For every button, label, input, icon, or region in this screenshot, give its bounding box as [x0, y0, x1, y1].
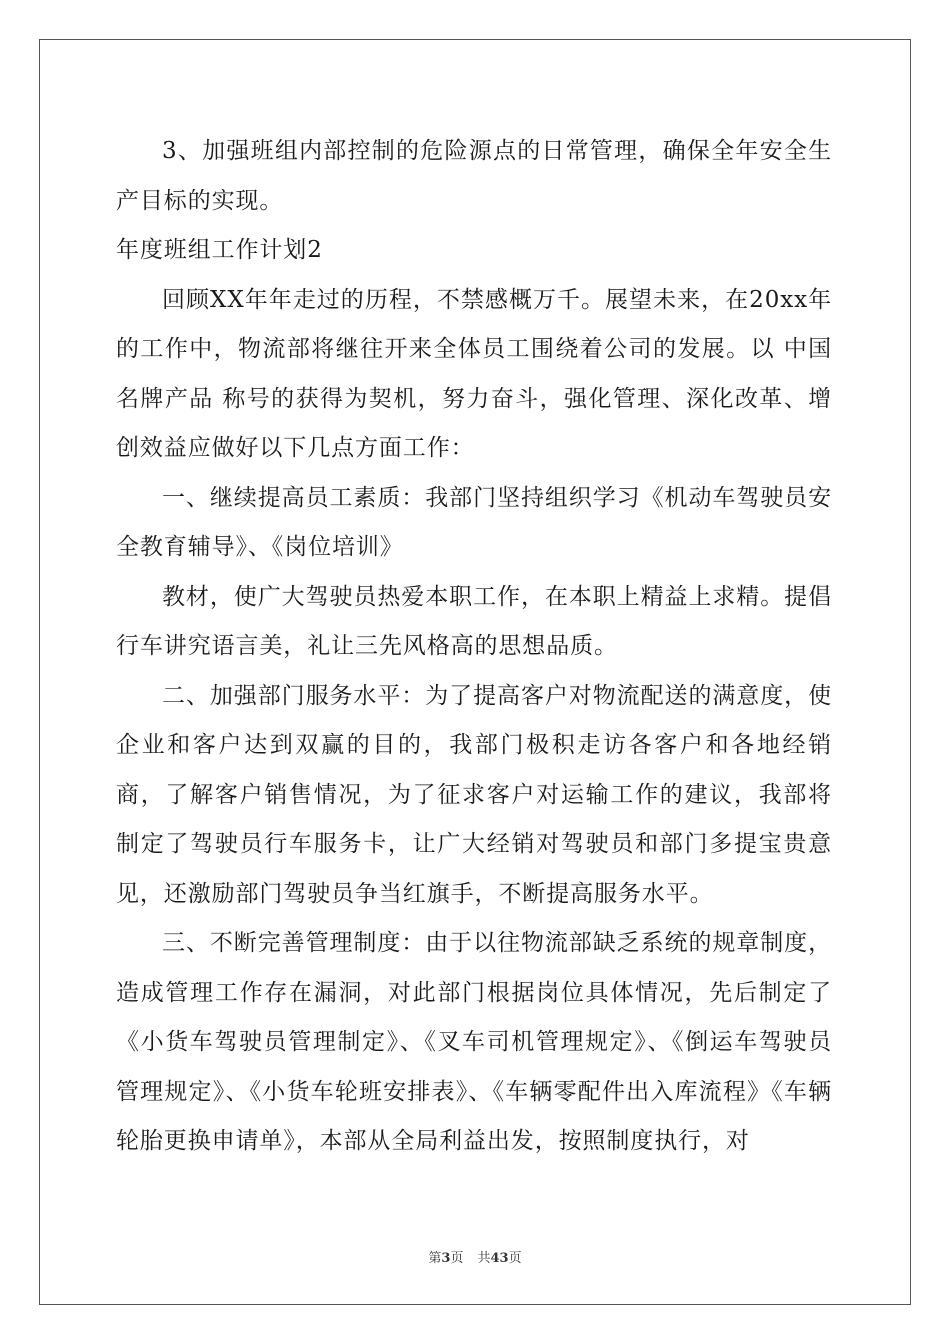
paragraph-review: 回顾XX年年走过的历程，不禁感概万千。展望未来，在20xx年的工作中，物流部将继往开来全体员工围绕着公司的发展。以 中国名牌产品 称号的获得为契机，努力奋斗，强化管理、深化改革、增创效益应做好以下几点方面工作： [116, 286, 832, 461]
page-unit: 页 [450, 1251, 464, 1266]
paragraph-point-3: 三、不断完善管理制度：由于以往物流部缺乏系统的规章制度，造成管理工作存在漏洞，对此部门根据岗位具体情况，先后制定了《小货车驾驶员管理制定》、《叉车司机管理规定》、《倒运车驾驶员管理规定》、《小货车轮班安排表》、《车辆零配件出入库流程》《车辆轮胎更换申请单》，本部从全局利益出发，按照制度执行，对 [116, 930, 832, 1154]
paragraph-item-3: 3、加强班组内部控制的危险源点的日常管理，确保全年安全生产目标的实现。 [116, 138, 832, 214]
paragraph-point-1: 一、继续提高员工素质：我部门坚持组织学习《机动车驾驶员安全教育辅导》、《岗位培训》 [116, 484, 832, 560]
total-prefix: 共 [477, 1251, 491, 1266]
page-prefix: 第 [428, 1251, 442, 1266]
page-current: 3 [441, 1251, 451, 1266]
paragraph-teaching-material: 教材，使广大驾驶员热爱本职工作，在本职上精益上求精。提倡行车讲究语言美，礼让三先风格高的思想品质。 [116, 583, 832, 659]
total-unit: 页 [508, 1251, 522, 1266]
section-heading: 年度班组工作计划2 [116, 237, 323, 263]
document-body [116, 127, 832, 1167]
page-footer [0, 1247, 950, 1266]
paragraph-point-2: 二、加强部门服务水平：为了提高客户对物流配送的满意度，使企业和客户达到双赢的目的，我部门极积走访各客户和各地经销商，了解客户销售情况，为了征求客户对运输工作的建议，我部将制定了驾驶员行车服务卡，让广大经销对驾驶员和部门多提宝贵意见，还激励部门驾驶员争当红旗手，不断提高服务水平。 [116, 682, 832, 907]
page-total: 43 [490, 1251, 509, 1266]
